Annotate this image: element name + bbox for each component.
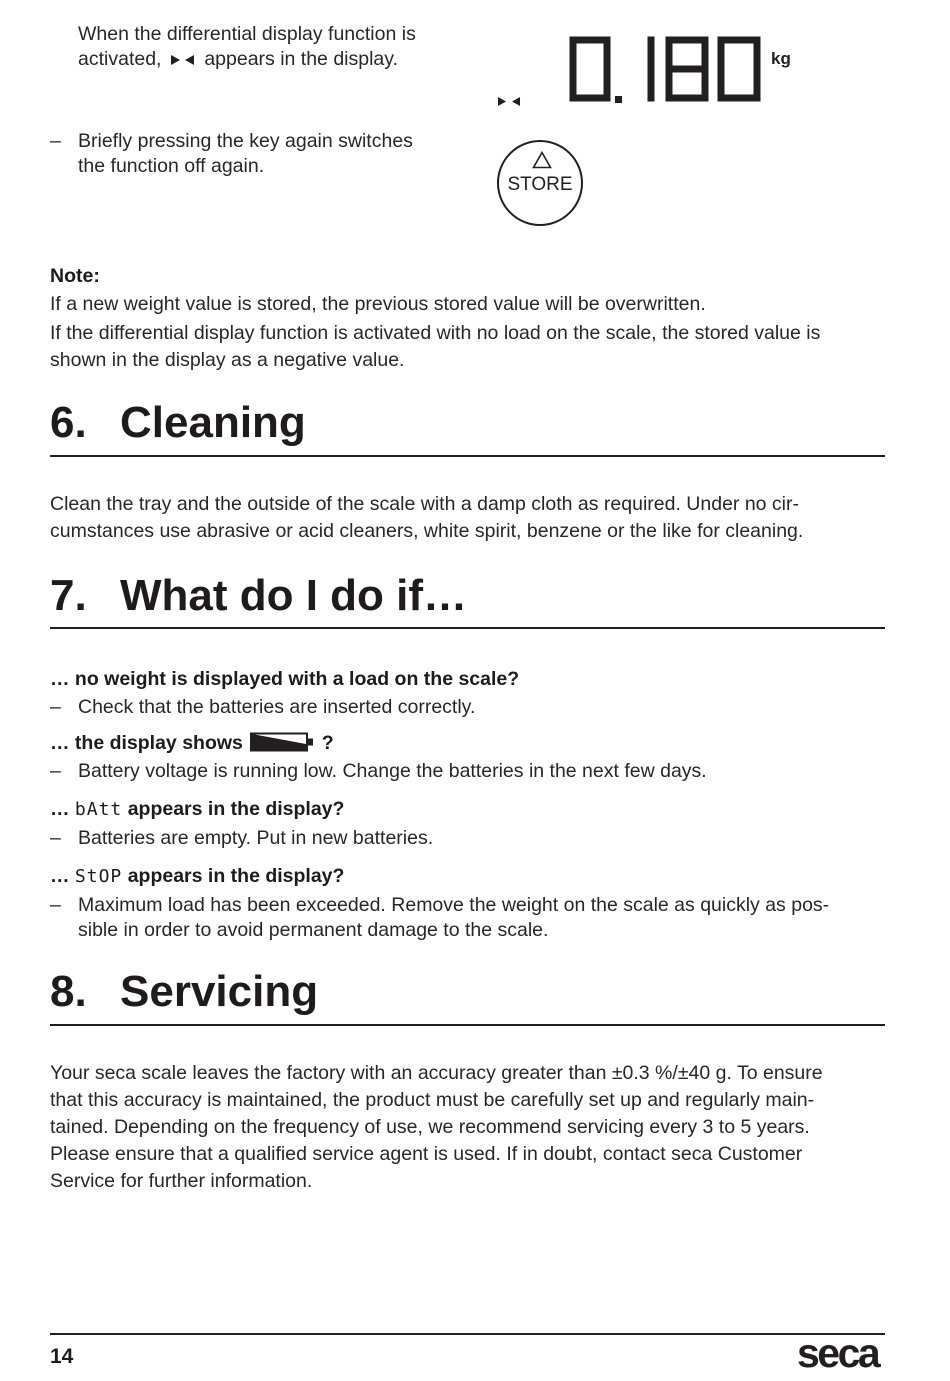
triangle-icon bbox=[532, 151, 552, 169]
section-divider bbox=[50, 1024, 885, 1026]
note-heading: Note: bbox=[50, 265, 100, 287]
seca-logo: seca bbox=[797, 1330, 879, 1376]
digit-8 bbox=[669, 40, 705, 98]
battery-low-icon bbox=[250, 732, 314, 752]
note-line-1: If a new weight value is stored, the previous stored value will be overwritten. bbox=[50, 293, 706, 315]
note-block bbox=[50, 263, 910, 374]
answer-batt: – Batteries are empty. Put in new batteries. bbox=[50, 827, 434, 849]
intro-bullet: – Briefly pressing the key again switches the function off again. bbox=[50, 130, 413, 177]
page-number: 14 bbox=[50, 1345, 74, 1368]
question-batt: … bAtt appears in the display? bbox=[50, 798, 345, 820]
servicing-paragraph: Your seca scale leaves the factory with an accuracy greater than ±0.3 %/±40 g. To ensure that this accuracy is maintained, the product must be carefully set up and regularly main- tained. Depending on the frequency of use, we recommend servicing every 3 to 5 years. Please ensure that a qualified service agent is used. If in doubt, contact seca Customer Service for further information. bbox=[50, 1062, 823, 1192]
differential-arrows-icon bbox=[497, 96, 521, 107]
intro-paragraph bbox=[78, 22, 478, 72]
section-divider bbox=[50, 455, 885, 457]
section-heading-servicing: 8. Servicing bbox=[50, 967, 319, 1016]
digit-0b bbox=[721, 40, 757, 98]
section-heading-cleaning: 6. Cleaning bbox=[50, 398, 306, 447]
cleaning-paragraph: Clean the tray and the outside of the scale with a damp cloth as required. Under no cir- cumstances use abrasive or acid cleaners, white spirit, benzene or the like for cleaning. bbox=[50, 493, 804, 542]
lcd-stop-text: StOP bbox=[74, 866, 123, 887]
differential-arrows-icon bbox=[170, 54, 196, 66]
unit-label: kg bbox=[771, 49, 791, 68]
question-no-weight: … no weight is displayed with a load on the scale? bbox=[50, 668, 520, 690]
note-line-2: If the differential display function is activated with no load on the scale, the stored value is bbox=[50, 322, 821, 344]
note-line-3: shown in the display as a negative value. bbox=[50, 349, 405, 371]
answer-stop: – Maximum load has been exceeded. Remove the weight on the scale as quickly as pos- sible in order to avoid permanent damage to the scale. bbox=[50, 894, 830, 941]
store-label: STORE bbox=[507, 174, 573, 195]
troubleshooting-list bbox=[50, 666, 900, 943]
question-battery-low: … the display shows ? bbox=[50, 732, 334, 754]
section-heading-troubleshooting: 7. What do I do if… bbox=[50, 571, 468, 620]
intro-line-1: When the differential display function is bbox=[78, 23, 416, 45]
footer-divider bbox=[50, 1333, 885, 1335]
intro-line-2: activated, appears in the display. bbox=[78, 48, 398, 70]
answer-battery-low: – Battery voltage is running low. Change the batteries in the next few days. bbox=[50, 760, 707, 782]
decimal-point bbox=[615, 96, 622, 103]
answer-no-weight: – Check that the batteries are inserted correctly. bbox=[50, 696, 476, 718]
digit-0 bbox=[573, 40, 607, 98]
question-stop: … StOP appears in the display? bbox=[50, 865, 345, 887]
section-divider bbox=[50, 627, 885, 629]
weight-display bbox=[565, 34, 765, 110]
store-button[interactable] bbox=[497, 140, 583, 226]
lcd-batt-text: bAtt bbox=[74, 799, 123, 820]
